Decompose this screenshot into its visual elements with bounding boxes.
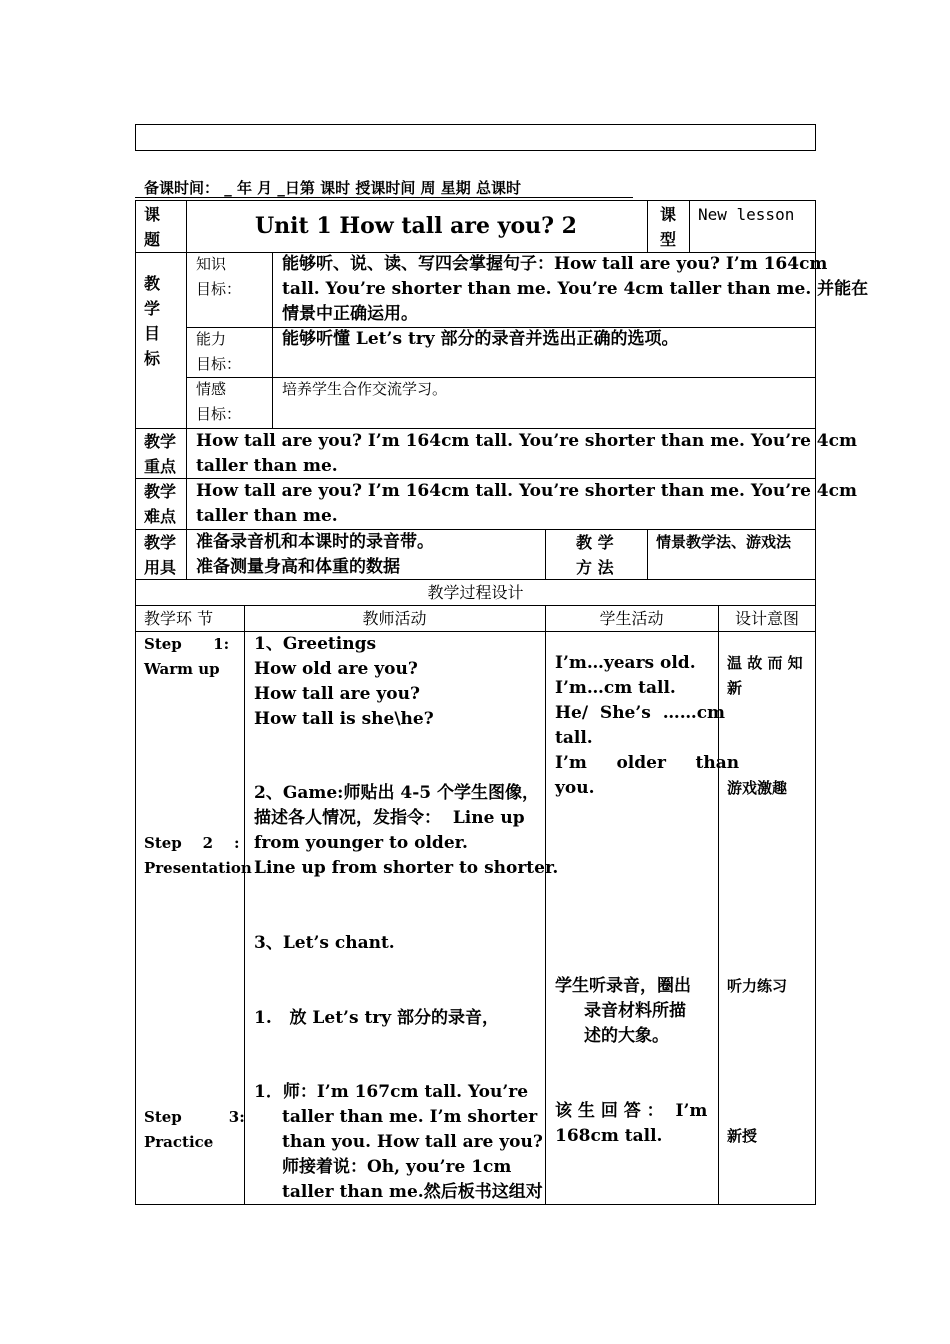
- tools-label-2: 用具: [144, 558, 177, 577]
- student-line: I’m older than: [555, 753, 740, 773]
- teacher-line: How tall are you?: [254, 684, 420, 704]
- key-label-2: 重点: [144, 457, 177, 476]
- method-label-2: 方 法: [576, 558, 614, 577]
- goals-label-2: 学: [144, 299, 161, 318]
- teacher-line: than you. How tall are you?: [282, 1132, 543, 1152]
- schedule-header: 备课时间： _ 年 月 _日第 课时 授课时间 周 星期 总课时: [144, 179, 522, 197]
- ability-text: 能够听懂 Let’s try 部分的录音并选出正确的选项。: [282, 329, 679, 349]
- student-line: 述的大象。: [584, 1026, 669, 1046]
- topic-title: Unit 1 How tall are you? 2: [255, 213, 577, 239]
- step-2-name: Presentation: [144, 859, 252, 877]
- teacher-line: 描述各人情况，发指令： Line up: [254, 808, 525, 828]
- col-divider: [545, 529, 546, 579]
- teacher-line: Line up from shorter to shorter.: [254, 858, 559, 878]
- ability-label-1: 能力: [196, 330, 227, 348]
- emotion-text: 培养学生合作交流学习。: [282, 380, 448, 398]
- diff-text-1: How tall are you? I’m 164cm tall. You’re shorter than me. You’re 4cm: [196, 481, 857, 501]
- method-text: 情景教学法、游戏法: [656, 533, 792, 551]
- top-blank-box: [135, 124, 816, 151]
- col-header-teacher: 教师活动: [362, 609, 427, 628]
- diff-text-2: taller than me.: [196, 506, 338, 526]
- col-divider: [186, 200, 187, 579]
- step-3-no: Step 3:: [144, 1108, 245, 1126]
- type-label: 课 型: [660, 205, 677, 249]
- topic-label: 课 题: [144, 205, 161, 249]
- student-line: I’m…years old.: [555, 653, 696, 673]
- row-divider: [186, 377, 816, 378]
- tools-text-2: 准备测量身高和体重的数据: [196, 557, 400, 577]
- step-3-name: Practice: [144, 1133, 214, 1151]
- col-divider: [689, 200, 690, 252]
- col-divider: [647, 200, 648, 252]
- intent-line: 新授: [727, 1127, 758, 1145]
- teacher-line: How old are you?: [254, 659, 418, 679]
- method-label-1: 教 学: [576, 533, 614, 552]
- knowledge-label-1: 知识: [196, 255, 227, 273]
- process-title: 教学过程设计: [427, 583, 524, 602]
- col-divider: [718, 605, 719, 1205]
- teacher-line: How tall is she\he?: [254, 709, 434, 729]
- student-line: I’m…cm tall.: [555, 678, 676, 698]
- col-divider: [272, 252, 273, 428]
- student-line: 168cm tall.: [555, 1126, 663, 1146]
- emotion-label-1: 情感: [196, 380, 227, 398]
- tools-text-1: 准备录音机和本课时的录音带。: [196, 532, 434, 552]
- goals-label-3: 目: [144, 324, 161, 343]
- key-label-1: 教学: [144, 432, 177, 451]
- teacher-line: 3、Let’s chant.: [254, 933, 395, 953]
- student-line: 录音材料所描: [584, 1001, 686, 1021]
- col-header-student: 学生活动: [599, 609, 664, 628]
- goals-label-1: 教: [144, 274, 161, 293]
- step-1-no: Step 1:: [144, 635, 230, 653]
- teacher-line: 1. 放 Let’s try 部分的录音，: [254, 1008, 500, 1028]
- teacher-line: taller than me. I’m shorter: [282, 1107, 538, 1127]
- key-text-1: How tall are you? I’m 164cm tall. You’re shorter than me. You’re 4cm: [196, 431, 857, 451]
- key-text-2: taller than me.: [196, 456, 338, 476]
- intent-line: 听力练习: [727, 977, 788, 995]
- type-value: New lesson: [698, 205, 795, 224]
- step-2-no: Step 2 :: [144, 834, 240, 852]
- goals-label-4: 标: [144, 349, 161, 368]
- diff-label-2: 难点: [144, 507, 177, 526]
- intent-line: 新: [727, 679, 743, 697]
- col-divider: [647, 529, 648, 579]
- tools-label-1: 教学: [144, 533, 177, 552]
- col-header-intent: 设计意图: [734, 609, 799, 628]
- teacher-line: 1．师：I’m 167cm tall. You’re: [254, 1082, 529, 1102]
- intent-line: 温 故 而 知: [727, 654, 803, 672]
- teacher-line: 师接着说：Oh, you’re 1cm: [282, 1157, 512, 1177]
- col-header-step: 教学环 节: [144, 609, 214, 628]
- student-line: He/ She’s ……cm: [555, 703, 726, 723]
- knowledge-text-1: 能够听、说、读、写四会掌握句子：How tall are you? I’m 164cm: [282, 254, 828, 274]
- intent-line: 游戏激趣: [727, 779, 788, 797]
- student-line: tall.: [555, 728, 593, 748]
- step-1-name: Warm up: [144, 660, 220, 678]
- emotion-label-2: 目标：: [196, 405, 242, 423]
- knowledge-label-2: 目标：: [196, 280, 242, 298]
- teacher-line: taller than me.然后板书这组对: [282, 1182, 543, 1202]
- student-line: 学生听录音，圈出: [555, 976, 691, 996]
- col-divider: [545, 605, 546, 1205]
- knowledge-text-2: tall. You’re shorter than me. You’re 4cm taller than me. 并能在: [282, 279, 869, 299]
- diff-label-1: 教学: [144, 482, 177, 501]
- student-line: 该 生 回 答 ： I’m: [555, 1101, 708, 1121]
- teacher-line: from younger to older.: [254, 833, 468, 853]
- knowledge-text-3: 情景中正确运用。: [282, 304, 418, 324]
- header-underline: [135, 197, 633, 198]
- teacher-line: 1、Greetings: [254, 634, 377, 654]
- teacher-line: 2、Game:师贴出 4-5 个学生图像，: [254, 783, 539, 803]
- ability-label-2: 目标：: [196, 355, 242, 373]
- student-line: you.: [555, 778, 595, 798]
- row-divider: [135, 631, 816, 632]
